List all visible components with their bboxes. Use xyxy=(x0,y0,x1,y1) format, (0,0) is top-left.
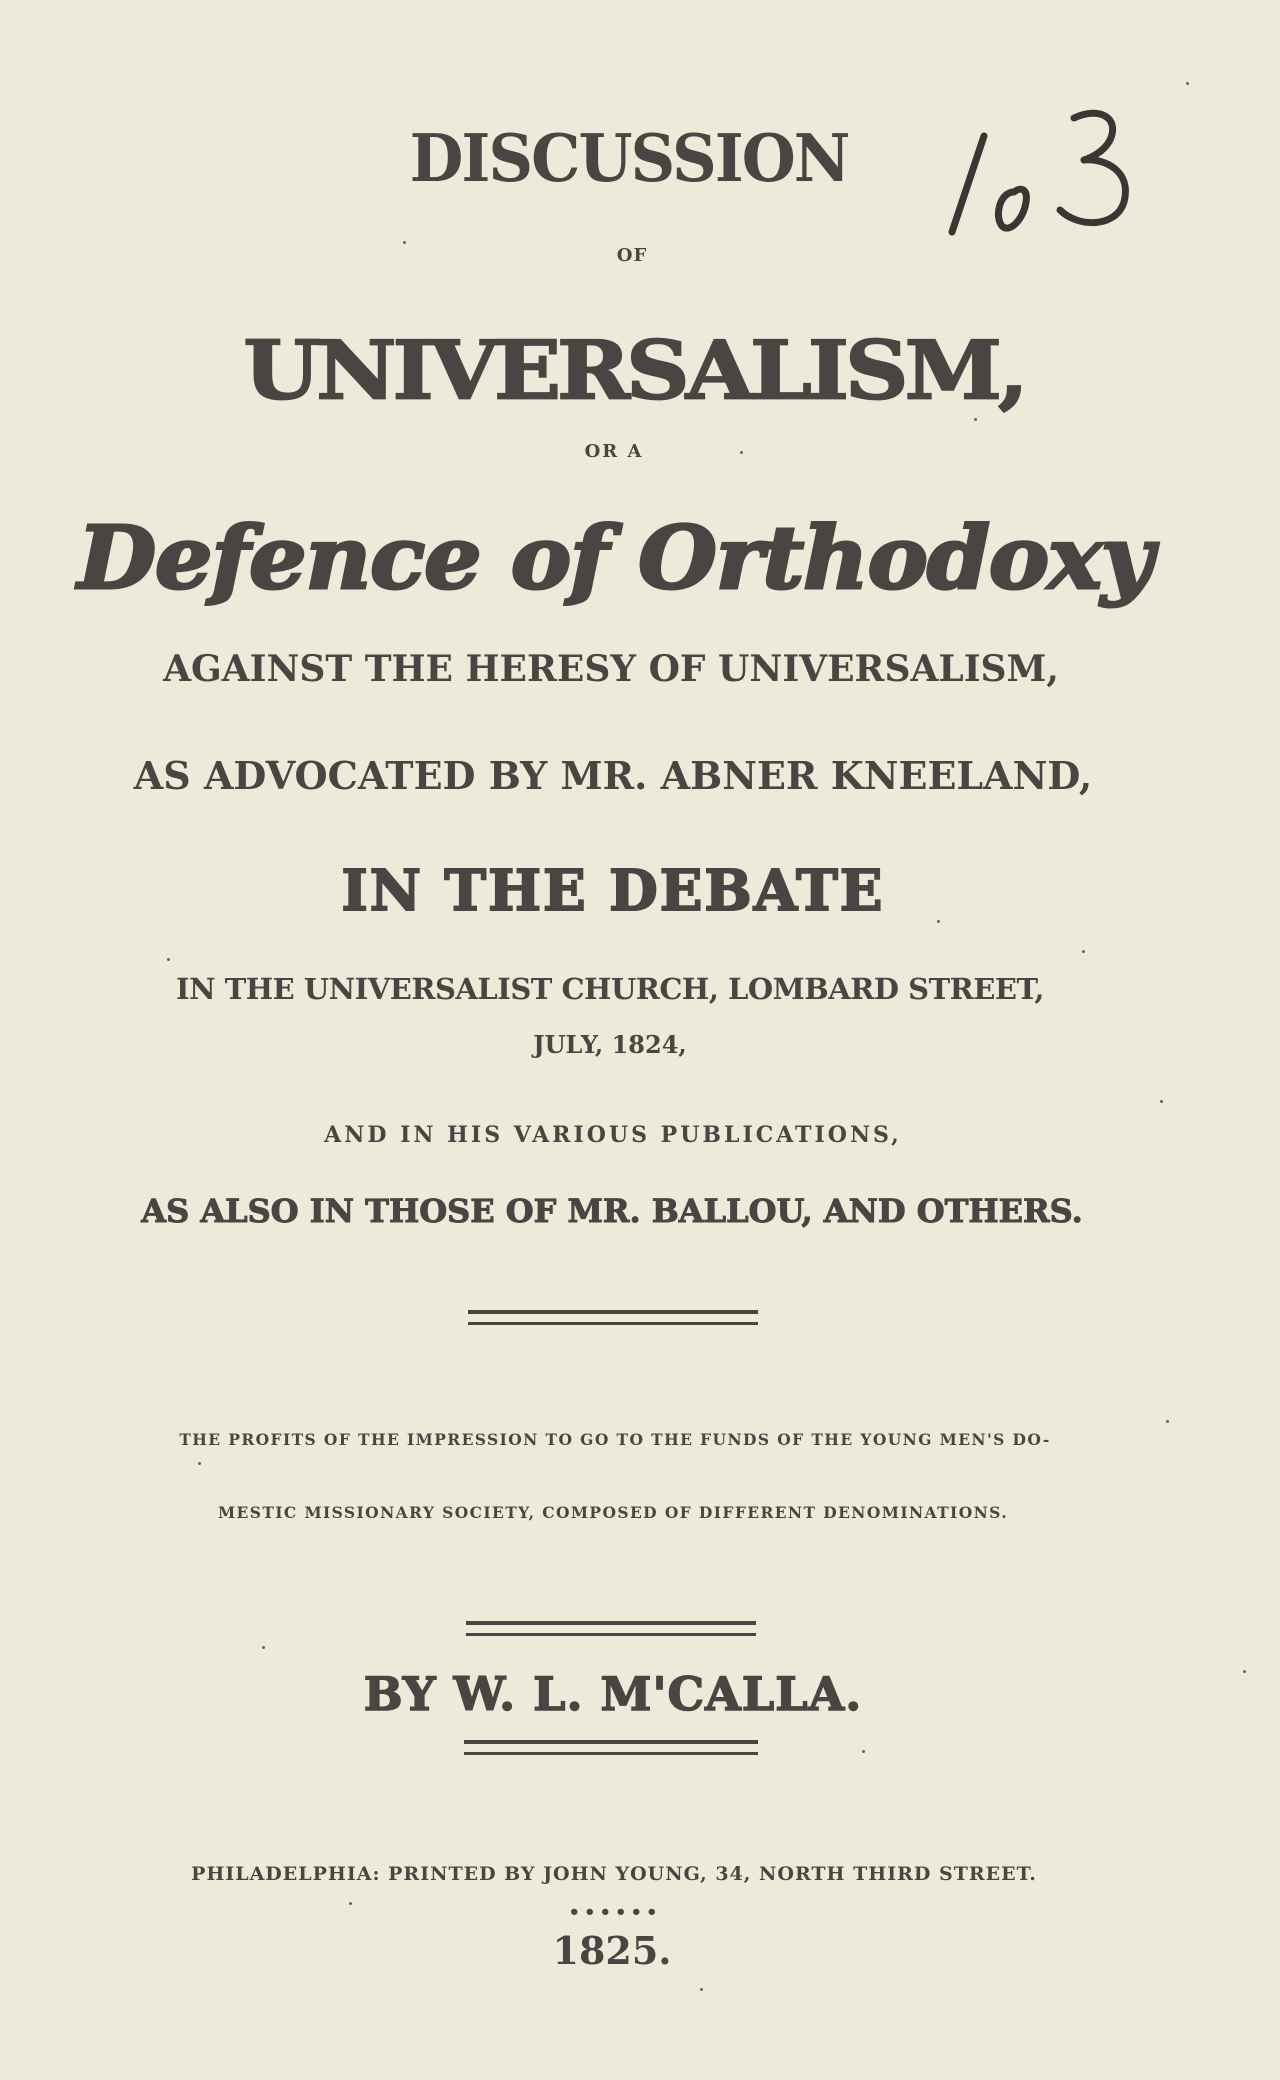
paper-speck xyxy=(1082,950,1085,953)
imprint-line: PHILADELPHIA: PRINTED BY JOHN YOUNG, 34, NORTH THIRD STREET. xyxy=(191,1863,1037,1885)
paper-speck xyxy=(740,451,743,454)
publications-line: AND IN HIS VARIOUS PUBLICATIONS, xyxy=(324,1122,902,1148)
paper-speck xyxy=(1243,1670,1246,1673)
paper-speck xyxy=(262,1646,265,1649)
church-line: IN THE UNIVERSALIST CHURCH, LOMBARD STREET, xyxy=(176,972,1044,1006)
publication-year: 1825. xyxy=(552,1928,672,1973)
connector-or-a: OR A xyxy=(584,441,644,462)
subject-title: UNIVERSALISM, xyxy=(243,322,1025,418)
paper-speck xyxy=(974,418,977,421)
date-line: JULY, 1824, xyxy=(533,1030,687,1059)
paper-speck xyxy=(167,958,170,961)
blackletter-subtitle: Defence of Orthodoxy xyxy=(77,508,1153,609)
dot-ornament: •••••• xyxy=(568,1902,662,1923)
double-rule-bottom-b xyxy=(464,1752,758,1755)
connector-of: OF xyxy=(616,245,648,266)
main-title: DISCUSSION xyxy=(409,120,849,197)
double-rule-bottom-a xyxy=(464,1740,758,1744)
double-rule-middle-a xyxy=(466,1621,756,1625)
paper-speck xyxy=(937,920,940,923)
double-rule-middle-b xyxy=(466,1633,756,1636)
paper-speck xyxy=(349,1902,352,1905)
double-rule-top-a xyxy=(468,1310,758,1314)
paper-speck xyxy=(1166,1420,1169,1423)
paper-speck xyxy=(700,1988,703,1991)
paper-speck xyxy=(403,241,406,244)
double-rule-top-b xyxy=(468,1322,758,1325)
others-line: AS ALSO IN THOSE OF MR. BALLOU, AND OTHERS. xyxy=(141,1192,1083,1230)
paper-speck xyxy=(862,1750,865,1753)
profits-note-line-2: MESTIC MISSIONARY SOCIETY, COMPOSED OF DIFFERENT DENOMINATIONS. xyxy=(217,1503,1009,1522)
debate-heading: IN THE DEBATE xyxy=(341,858,885,924)
paper-speck xyxy=(198,1462,201,1465)
author-line: BY W. L. M'CALLA. xyxy=(363,1667,863,1721)
paper-speck xyxy=(1160,1100,1163,1103)
advocated-line: AS ADVOCATED BY MR. ABNER KNEELAND, xyxy=(133,753,1093,798)
paper-speck xyxy=(1186,82,1189,85)
handwritten-number-annotation xyxy=(944,100,1184,250)
against-line: AGAINST THE HERESY OF UNIVERSALISM, xyxy=(163,648,1059,690)
profits-note-line-1: THE PROFITS OF THE IMPRESSION TO GO TO THE FUNDS OF THE YOUNG MEN'S DO- xyxy=(179,1430,1051,1449)
